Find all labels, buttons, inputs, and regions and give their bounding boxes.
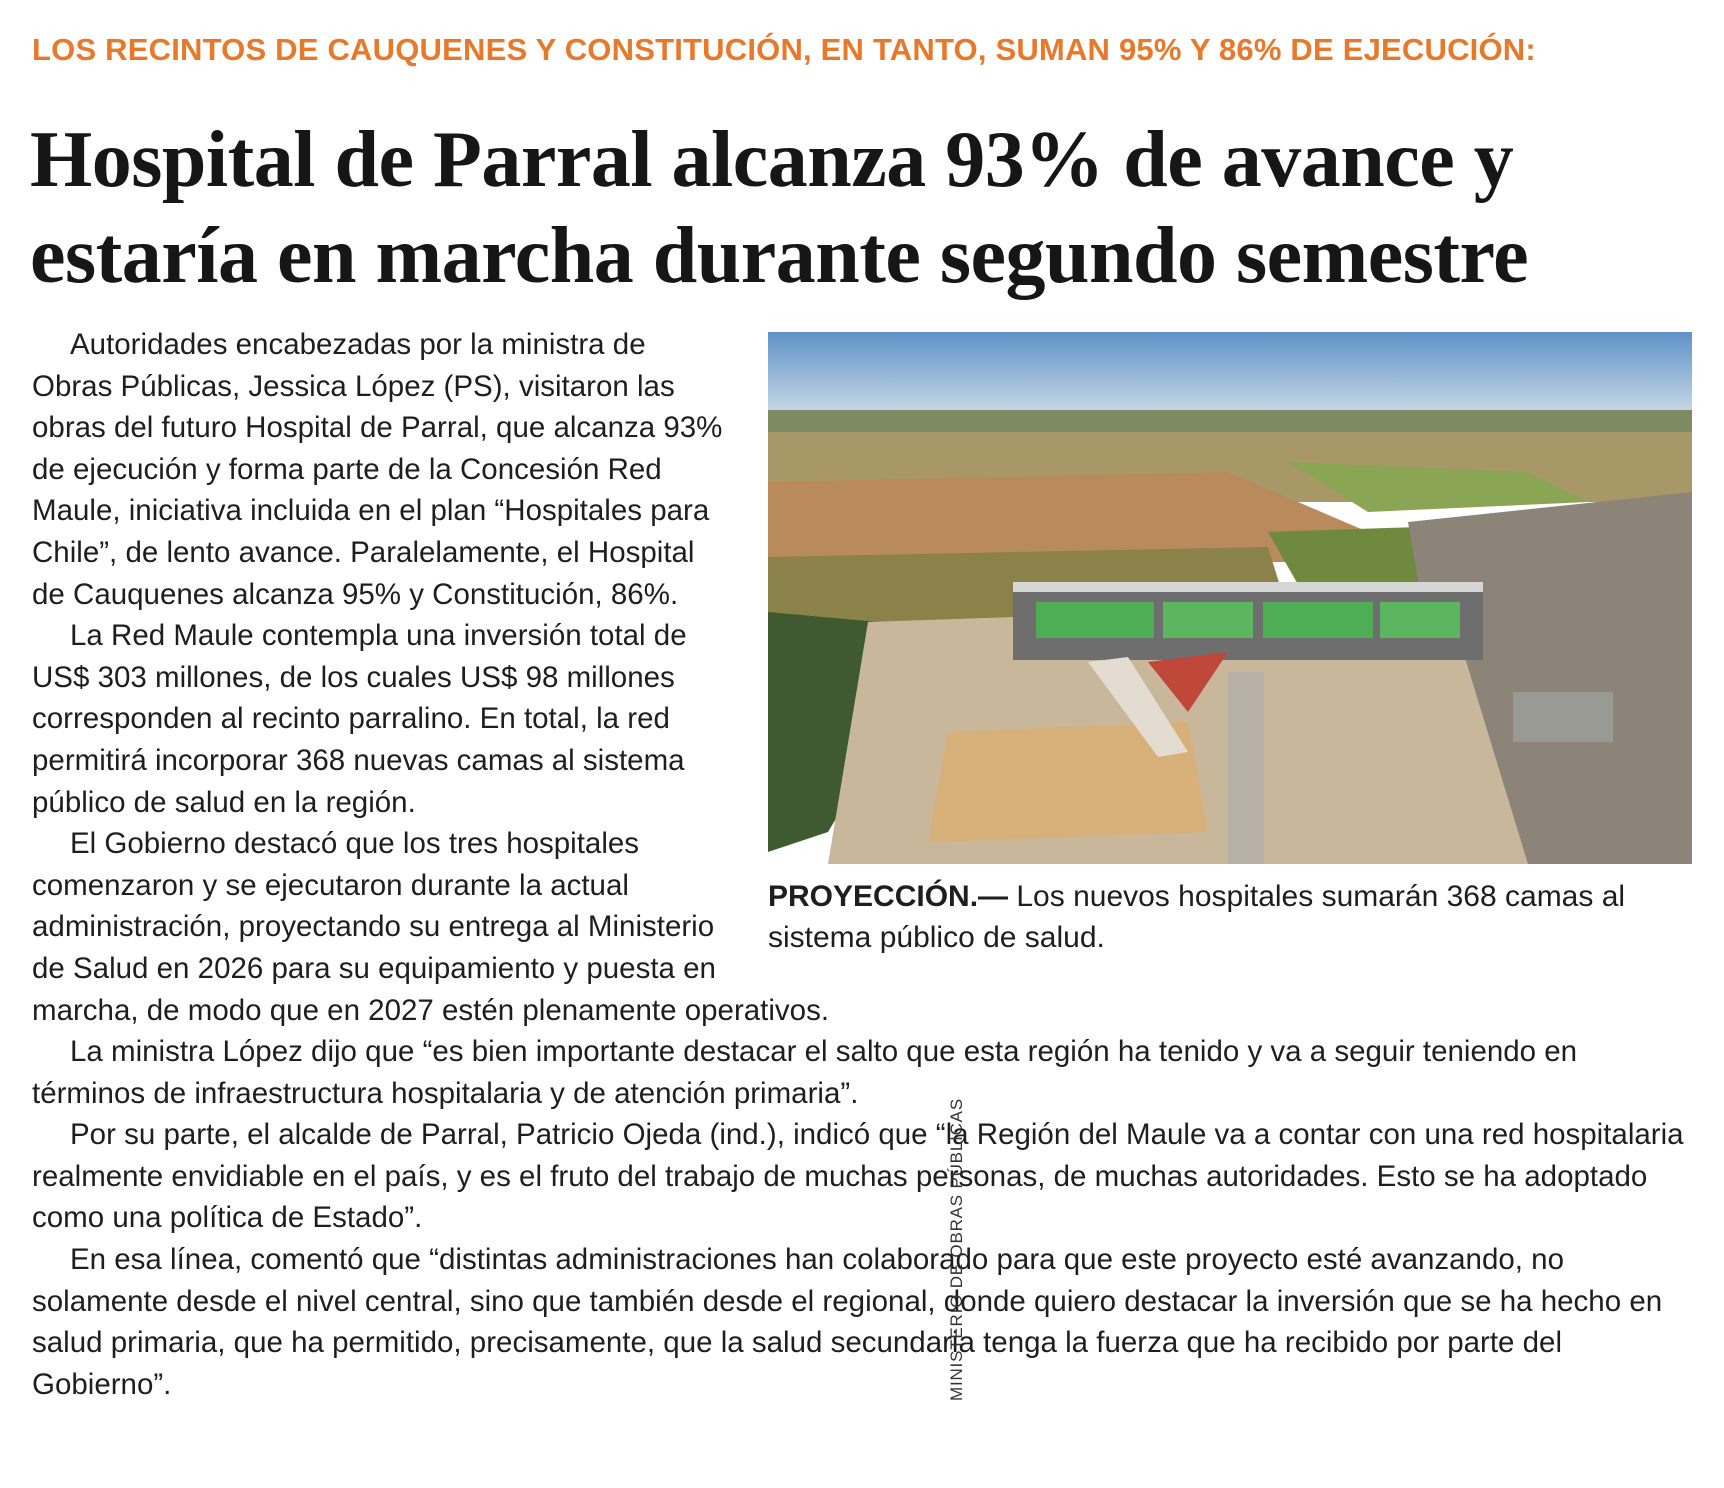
photo-hospital-facade-3 xyxy=(1263,602,1373,638)
aerial-hospital-photo xyxy=(768,332,1692,864)
article-kicker: LOS RECINTOS DE CAUQUENES Y CONSTITUCIÓN, EN TANTO, SUMAN 95% Y 86% DE EJECUCIÓN: xyxy=(32,32,1536,67)
photo-sky xyxy=(768,332,1692,414)
photo-hospital-facade-1 xyxy=(1036,602,1154,638)
photo-frame xyxy=(768,332,1692,864)
photo-hospital-facade-4 xyxy=(1380,602,1460,638)
paragraph-2: La Red Maule contempla una inversión total de US$ 303 millones, de los cuales US$ 98 millones corresponden al recinto parralino. En total, la red permitirá incorporar 368 nuevas camas al sistema público de salud en la región. xyxy=(32,619,687,819)
photo-horizon xyxy=(768,410,1692,434)
photo-annex-building xyxy=(1513,692,1613,742)
caption-text: Los nuevos hospitales sumarán 368 camas al sistema público de salud. xyxy=(768,880,1626,954)
caption-label: PROYECCIÓN.— xyxy=(768,880,1009,913)
headline-line-2: estaría en marcha durante segundo semestre xyxy=(30,212,1529,300)
photo-credit: MINISTERIO DE OBRAS PÚBLICAS xyxy=(947,1098,966,1402)
headline-line-1: Hospital de Parral alcanza 93% de avance y xyxy=(30,116,1514,204)
paragraph-1: Autoridades encabezadas por la ministra de Obras Públicas, Jessica López (PS), visitaron las obras del futuro Hospital de Parral, que alcanza 93% de ejecución y forma parte de la Concesión Red Maule, iniciativa incluida en el plan “Hospitales para Chile”, de lento avance. Paralelamente, el Hospital de Cauquenes alcanza 95% y Constitución, 86%. xyxy=(32,328,723,611)
photo-hospital-roof xyxy=(1013,582,1483,592)
photo-hospital-facade-2 xyxy=(1163,602,1253,638)
paragraph-6: En esa línea, comentó que “distintas administraciones han colaborado para que este proyecto esté avanzando, no solamente desde el nivel central, sino que también desde el regional, donde quiero destacar la inversión que se ha hecho en salud primaria, que ha permitido, precisamente, que la salud secundaria tenga la fuerza que ha recibido por parte del Gobierno”. xyxy=(32,1243,1663,1401)
article-headline xyxy=(30,112,1690,304)
paragraph-4: La ministra López dijo que “es bien importante destacar el salto que esta región ha tenido y va a seguir teniendo en términos de infraestructura hospitalaria y de atención primaria”. xyxy=(32,1035,1578,1110)
article-body xyxy=(32,324,1692,1405)
photo-road xyxy=(1228,672,1264,864)
paragraph-5: Por su parte, el alcalde de Parral, Patricio Ojeda (ind.), indicó que “la Región del Maule va a contar con una red hospitalaria realmente envidiable en el país, y es el fruto del trabajo de muchas personas, de muchas autoridades. Esto se ha adoptado como una política de Estado”. xyxy=(32,1118,1684,1235)
photo-caption xyxy=(768,876,1692,958)
paragraph-3: El Gobierno destacó que los tres hospitales comenzaron y se ejecutaron durante la actual administración, proyectando su entrega al Ministerio de Salud en 2026 para su equipamiento y puesta en marcha, de modo que en 2027 estén plenamente operativos. xyxy=(32,827,830,1027)
